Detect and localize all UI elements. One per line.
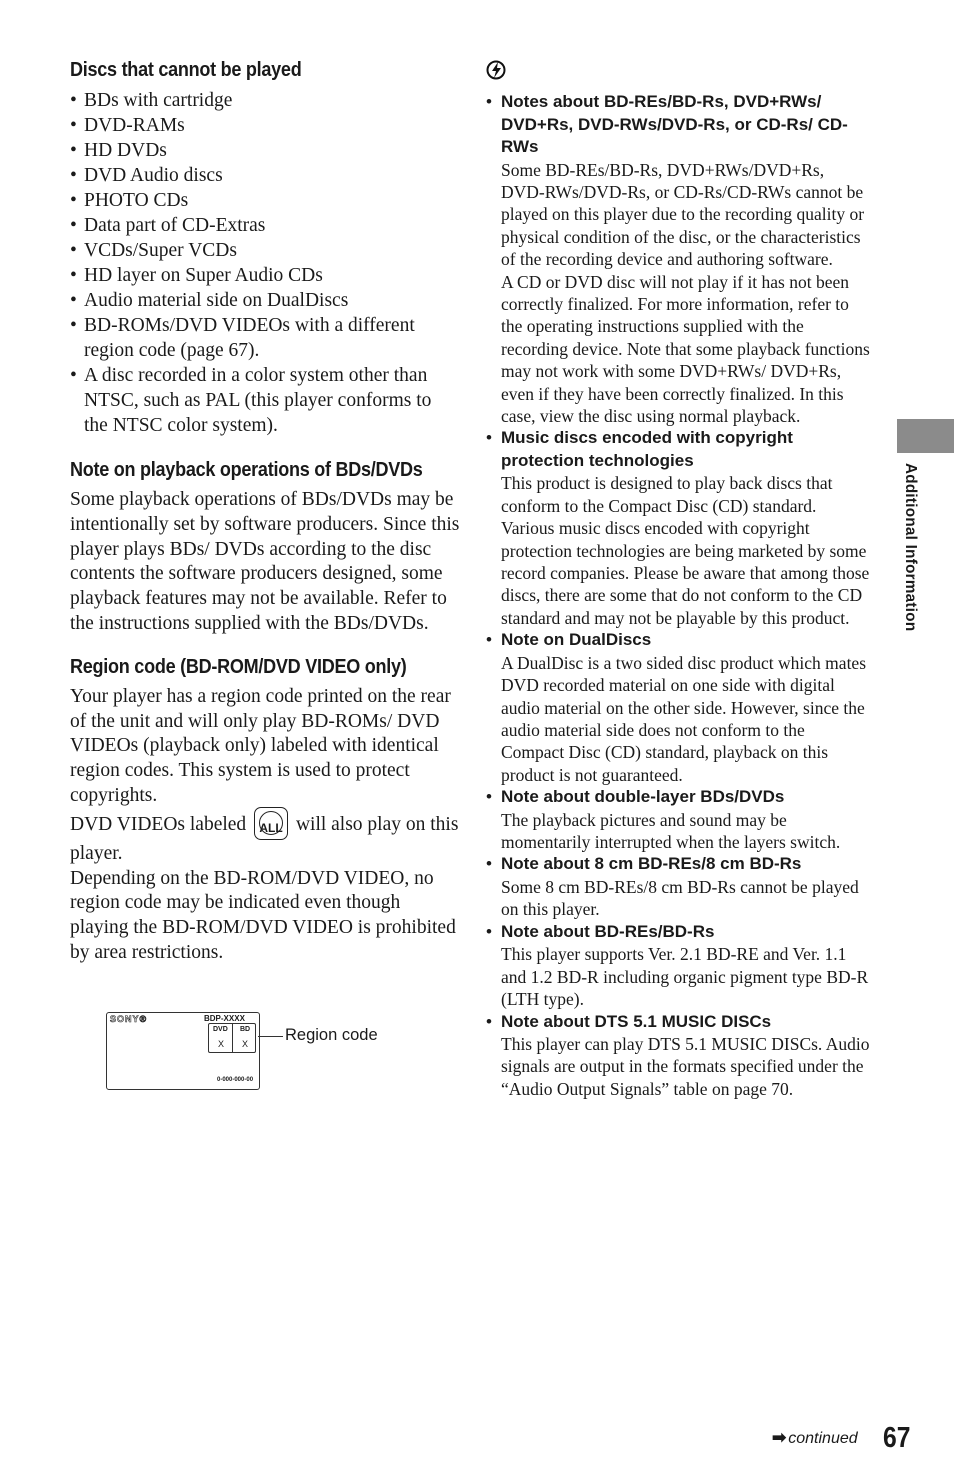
note-heading: • Note about double-layer BDs/DVDs [501, 787, 785, 807]
note-heading: • Note about 8 cm BD-REs/8 cm BD-Rs [501, 854, 802, 874]
list-item: • Audio material side on DualDiscs [70, 288, 460, 313]
note-item [486, 427, 870, 629]
brand-logo: SONY® [110, 1014, 148, 1024]
side-tab-marker [897, 419, 954, 453]
arrow-right-icon: ➡ [772, 1428, 787, 1447]
region-text-1: Your player has a region code printed on the rear of the unit and will only play BD-ROMs/ DVD VIDEOs (playback only) labeled with identical region codes. This system is used to protect copyrights. [70, 685, 451, 806]
discs-list [70, 88, 460, 438]
list-item: • PHOTO CDs [70, 188, 460, 213]
playback-text: Some playback operations of BDs/DVDs may be intentionally set by software producers. Since this player plays BDs/ DVDs according to the disc contents the software producers designed, some playback features may not be available. Refer to the instructions supplied with the BDs/DVDs. [70, 489, 460, 634]
note-item [486, 91, 870, 427]
discs-heading: Discs that cannot be played [70, 58, 302, 81]
note-body: A DualDisc is a two sided disc product which mates DVD recorded material on one side with digital audio material on the other side. However, since the audio material side does not conform to the Compact Disc (CD) standard, playback on this product is not guaranteed. [501, 652, 867, 785]
model-label: BDP-XXXX [204, 1014, 245, 1023]
note-heading: • Music discs encoded with copyright protection technologies [501, 428, 793, 470]
note-heading: • Note about BD-REs/BD-Rs [501, 921, 715, 941]
continued-label [772, 1428, 858, 1448]
note-item [486, 921, 870, 1011]
tip-lightning-icon [486, 60, 508, 80]
note-body: This product is designed to play back discs that conform to the Compact Disc (CD) standard. Various music discs encoded with copyright protection technologies are being marketed by some record companies. Please be aware that among those discs, there are some that do not conform to the CD standard and may not be playable by this product. [501, 473, 870, 628]
note-heading: • Note about DTS 5.1 MUSIC DISCs [501, 1011, 772, 1031]
region-text-2b: will also play on this player. [70, 813, 459, 864]
note-body: This player supports Ver. 2.1 BD-RE and Ver. 1.1 and 1.2 BD-R including organic pigment type BD-R (LTH type). [501, 944, 869, 1010]
list-item: • BD-ROMs/DVD VIDEOs with a different region code (page 67). [70, 313, 460, 363]
note-body: A CD or DVD disc will not play if it has not been correctly finalized. For more information, refer to the operating instructions supplied with the recording device. Note that some playback functions may not work with some DVD+RWs/ DVD+Rs, even if they have been correctly finalized. In this case, view the disc using normal playback. [501, 271, 870, 426]
callout-line [258, 1036, 283, 1037]
playback-heading: Note on playback operations of BDs/DVDs [70, 458, 423, 481]
region-code-box [208, 1023, 256, 1053]
bd-region-value: X [242, 1039, 249, 1049]
region-text-3: Depending on the BD-ROM/DVD VIDEO, no region code may be indicated even though playing the BD-ROM/DVD VIDEO is prohibited by area restrictions. [70, 867, 456, 963]
list-item: • BDs with cartridge [70, 88, 460, 113]
list-item: • VCDs/Super VCDs [70, 238, 460, 263]
continued-text: continued [788, 1430, 858, 1447]
list-item: • Data part of CD-Extras [70, 213, 460, 238]
region-label-figure [106, 1012, 260, 1090]
page-number: 67 [883, 1422, 911, 1454]
figure-caption: Region code [285, 1026, 378, 1044]
note-item [486, 853, 870, 920]
list-item: • HD layer on Super Audio CDs [70, 263, 460, 288]
note-item [486, 786, 870, 853]
bd-col-label: BD [240, 1026, 251, 1033]
left-column [70, 58, 460, 966]
all-region-icon [254, 807, 288, 840]
all-badge-label: ALL [259, 820, 283, 835]
note-body: Some 8 cm BD-REs/8 cm BD-Rs cannot be played on this player. [501, 876, 859, 920]
list-item: • A disc recorded in a color system other than NTSC, such as PAL (this player conforms to the NTSC color system). [70, 363, 460, 438]
note-heading: • Notes about BD-REs/BD-Rs, DVD+RWs/ DVD+Rs, DVD-RWs/DVD-Rs, or CD-Rs/ CD-RWs [501, 92, 848, 156]
dvd-region-value: X [218, 1039, 225, 1049]
list-item: • DVD-RAMs [70, 113, 460, 138]
serial-number: 0-000-000-00 [217, 1077, 254, 1083]
region-text-2 [70, 809, 460, 867]
note-item [486, 1011, 870, 1101]
region-heading: Region code (BD-ROM/DVD VIDEO only) [70, 654, 407, 678]
note-heading: • Note on DualDiscs [501, 630, 652, 650]
note-body: Some BD-REs/BD-Rs, DVD+RWs/DVD+Rs, DVD-RWs/DVD-Rs, or CD-Rs/CD-RWs cannot be played on this player due to the recording quality or physical condition of the disc, or the characteristics of the recording device and authoring software. [501, 159, 865, 270]
list-item: • HD DVDs [70, 138, 460, 163]
side-tab-label: Additional Information [902, 463, 919, 632]
right-column [486, 60, 870, 1100]
list-item: • DVD Audio discs [70, 163, 460, 188]
dvd-col-label: DVD [213, 1026, 228, 1033]
note-body: The playback pictures and sound may be momentarily interrupted when the layers switch. [501, 809, 841, 853]
note-item [486, 629, 870, 786]
note-body: This player can play DTS 5.1 MUSIC DISCs. Audio signals are output in the formats specified under the “Audio Output Signals” table on page 70. [501, 1034, 870, 1099]
region-text-2a: DVD VIDEOs labeled [70, 813, 247, 835]
